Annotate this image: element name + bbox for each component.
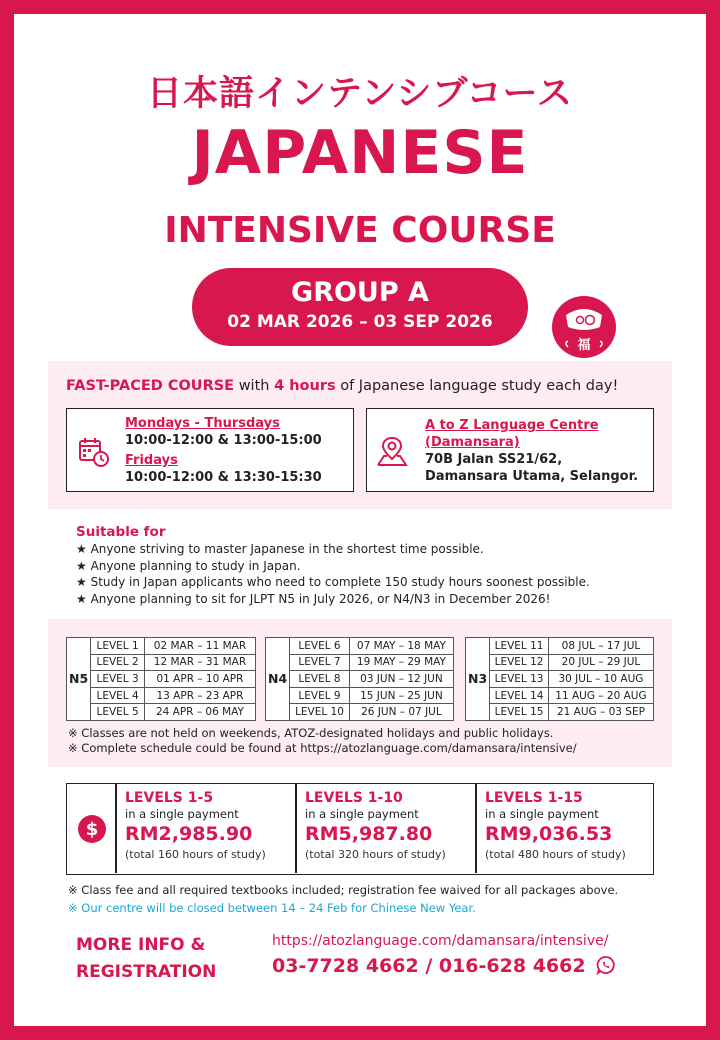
location-address-1: 70B Jalan SS21/62, (425, 452, 563, 467)
level-dates: 08 JUL – 17 JUL (548, 638, 653, 655)
suitable-item: ★ Anyone planning to study in Japan. (76, 558, 301, 573)
levels-table-n3 (465, 637, 654, 721)
fee-divider (295, 784, 297, 873)
level-dates: 20 JUL – 29 JUL (548, 654, 653, 671)
calendar-clock-icon (78, 436, 110, 468)
fee-title: LEVELS 1-10 (305, 790, 403, 806)
level-name: LEVEL 14 (490, 687, 549, 704)
level-name: LEVEL 9 (290, 687, 350, 704)
location-name-2: (Damansara) (425, 435, 520, 450)
location-name-1: A to Z Language Centre (425, 418, 599, 433)
map-pin-icon (375, 434, 409, 468)
level-dates: 26 JUN – 07 JUL (349, 704, 453, 721)
fee-package (485, 784, 655, 873)
levels-note: ※ Complete schedule could be found at https://atozlanguage.com/damansara/intensive/ (68, 741, 577, 755)
group-label: N4 (266, 638, 290, 721)
closure-note: ※ Our centre will be closed between 14 – 24 Feb for Chinese New Year. (68, 901, 476, 915)
level-name: LEVEL 7 (290, 654, 350, 671)
fee-title: LEVELS 1-5 (125, 790, 214, 806)
level-dates: 03 JUN – 12 JUN (349, 671, 453, 688)
fee-price: RM5,987.80 (305, 823, 433, 845)
level-name: LEVEL 12 (490, 654, 549, 671)
levels-table-n4 (265, 637, 454, 721)
level-dates: 13 APR – 23 APR (144, 687, 255, 704)
fees-box (66, 783, 654, 875)
daruma-icon (550, 291, 618, 359)
whatsapp-icon (596, 955, 616, 975)
fee-note: ※ Class fee and all required textbooks included; registration fee waived for all packages above. (68, 883, 619, 897)
weekday-label: Mondays - Thursdays (125, 416, 280, 431)
level-name: LEVEL 10 (290, 704, 350, 721)
level-name: LEVEL 1 (91, 638, 145, 655)
suitable-item: ★ Anyone striving to master Japanese in the shortest time possible. (76, 542, 484, 556)
level-name: LEVEL 8 (290, 671, 350, 688)
level-dates: 02 MAR – 11 MAR (144, 638, 255, 655)
level-dates: 01 APR – 10 APR (144, 671, 255, 688)
level-dates: 21 AUG – 03 SEP (548, 704, 653, 721)
level-dates: 19 MAY – 29 MAY (349, 654, 453, 671)
contact-phone-row (272, 955, 616, 977)
level-name: LEVEL 13 (490, 671, 549, 688)
fee-payment: in a single payment (125, 807, 239, 821)
schedule-box (66, 408, 354, 492)
group-pill (192, 268, 528, 346)
level-name: LEVEL 15 (490, 704, 549, 721)
level-name: LEVEL 5 (91, 704, 145, 721)
levels-table-n5 (66, 637, 256, 721)
fee-hours: (total 160 hours of study) (125, 848, 266, 861)
group-dates: 02 MAR 2026 – 03 SEP 2026 (227, 312, 493, 332)
contact-heading-2: REGISTRATION (76, 962, 217, 982)
suitable-item: ★ Anyone planning to sit for JLPT N5 in July 2026, or N4/N3 in December 2026! (76, 591, 551, 606)
level-name: LEVEL 4 (91, 687, 145, 704)
level-dates: 12 MAR – 31 MAR (144, 654, 255, 671)
title-subtitle: INTENSIVE COURSE (164, 210, 556, 251)
suitable-heading: Suitable for (76, 524, 166, 540)
fee-title: LEVELS 1-15 (485, 790, 583, 806)
level-name: LEVEL 11 (490, 638, 549, 655)
contact-heading (76, 932, 216, 986)
location-address-2: Damansara Utama, Selangor. (425, 469, 639, 484)
fee-hours: (total 320 hours of study) (305, 848, 446, 861)
suitable-section (76, 523, 590, 607)
fee-notes (68, 881, 618, 917)
friday-times: 10:00-12:00 & 13:30-15:30 (125, 470, 322, 485)
contact-phone[interactable]: 03-7728 4662 / 016-628 4662 (272, 955, 586, 977)
level-dates: 11 AUG – 20 AUG (548, 687, 653, 704)
level-dates: 07 MAY – 18 MAY (349, 638, 453, 655)
group-label: N3 (466, 638, 490, 721)
level-name: LEVEL 6 (290, 638, 350, 655)
fee-price: RM9,036.53 (485, 823, 613, 845)
level-dates: 24 APR – 06 MAY (144, 704, 255, 721)
fee-package (125, 784, 295, 873)
intro-with: with (234, 378, 275, 394)
group-name: GROUP A (291, 277, 429, 308)
svg-text:$: $ (85, 819, 99, 840)
levels-notes (68, 726, 577, 756)
title-japanese: 日本語インテンシブコース (147, 74, 573, 114)
fee-divider (115, 784, 117, 873)
fee-payment: in a single payment (305, 807, 419, 821)
level-name: LEVEL 2 (91, 654, 145, 671)
contact-url[interactable]: https://atozlanguage.com/damansara/intensive/ (272, 933, 609, 949)
group-label: N5 (67, 638, 91, 721)
dollar-icon (77, 814, 107, 844)
intro-line (66, 378, 618, 394)
weekday-times: 10:00-12:00 & 13:00-15:00 (125, 433, 322, 448)
intro-fast: FAST-PACED COURSE (66, 378, 235, 394)
suitable-item: ★ Study in Japan applicants who need to complete 150 study hours soonest possible. (76, 575, 590, 589)
level-dates: 30 JUL – 10 AUG (548, 671, 653, 688)
levels-note: ※ Classes are not held on weekends, ATOZ-designated holidays and public holidays. (68, 726, 554, 740)
title-main: JAPANESE (191, 118, 529, 188)
intro-hours: 4 hours (274, 378, 336, 394)
daruma-glyph: 福 (577, 338, 591, 353)
friday-label: Fridays (125, 453, 178, 468)
level-dates: 15 JUN – 25 JUN (349, 687, 453, 704)
contact-heading-1: MORE INFO & (76, 935, 206, 955)
fee-price: RM2,985.90 (125, 823, 253, 845)
location-box (366, 408, 654, 492)
fee-package (305, 784, 475, 873)
fee-payment: in a single payment (485, 807, 599, 821)
level-name: LEVEL 3 (91, 671, 145, 688)
fee-hours: (total 480 hours of study) (485, 848, 626, 861)
intro-rest: of Japanese language study each day! (335, 378, 619, 394)
fee-divider (475, 784, 477, 873)
